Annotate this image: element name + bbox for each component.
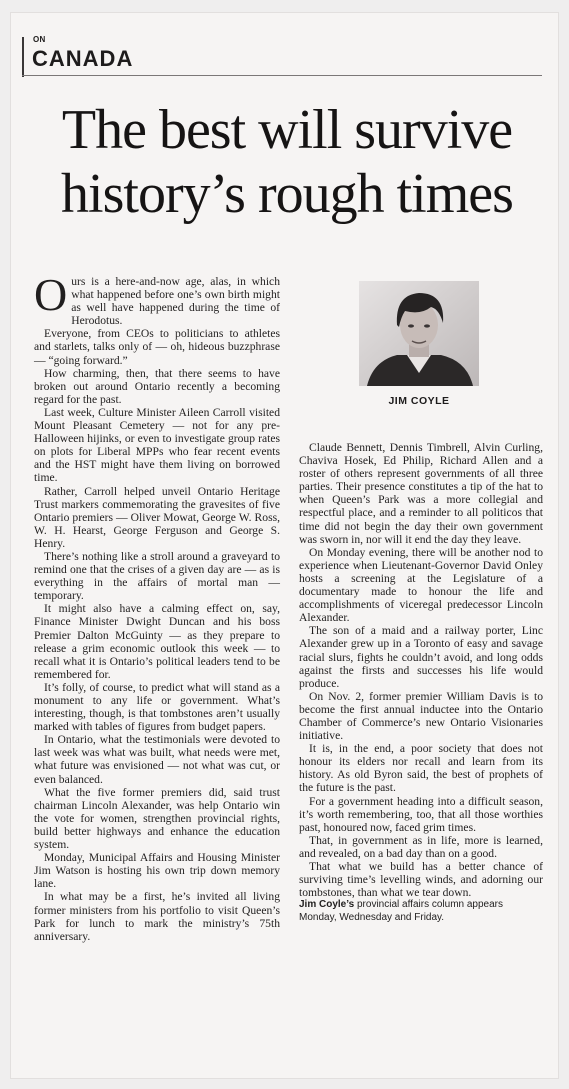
article-paragraph: That, in government as in life, more is learned, and revealed, on a bad day than on a good. <box>299 833 543 860</box>
article-paragraph: How charming, then, that there seems to have broken out around Ontario recently a becoming regard for the past. <box>34 366 280 406</box>
article-paragraph: Ours is a here-and-now age, alas, in which what happened before one’s own birth might as well have happened during the time of Herodotus. <box>34 269 280 328</box>
columnist-portrait-icon <box>359 281 479 386</box>
footnote-author: Jim Coyle’s <box>299 899 355 911</box>
section-rule-horizontal <box>22 75 542 76</box>
article-paragraph: Rather, Carroll helped unveil Ontario Heritage Trust markers commemorating the gravesites of five Ontario premiers — Oliver Mowat, George W. Ross, W. H. Hearst, George Ferguson and George S. Henry. <box>34 484 280 550</box>
columnist-photo <box>359 281 479 386</box>
article-paragraph: In Ontario, what the testimonials were devoted to last week was what was built, what needs were met, what future was envisioned — not what was cut, or even balanced. <box>34 733 280 786</box>
article-paragraph: Monday, Municipal Affairs and Housing Minister Jim Watson is hosting his own trip down memory lane. <box>34 851 280 891</box>
section-rule-vertical <box>22 37 24 77</box>
headline <box>22 98 552 226</box>
article-column-right <box>299 441 543 924</box>
article-paragraph: Claude Bennett, Dennis Timbrell, Alvin Curling, Chaviva Hosek, Ed Philip, Richard Allen and a roster of others represent governments of all three parties. Their presence constitutes a tip of the hat to when Queen’s Park was a more collegial and respectful place, and a reminder to all politicos that time did not begin the day their own government was sworn in, nor will it end the day they leave. <box>299 441 543 546</box>
article-paragraph: It’s folly, of course, to predict what will stand as a monument to any life or government. What’s interesting, though, is that tombstones aren’t usually marked with tables of figures from budget papers. <box>34 680 280 734</box>
article-paragraph: The son of a maid and a railway porter, Linc Alexander grew up in a Toronto of easy and savage racial slurs, fights he couldn’t avoid, and long odds against the firsts and successes his life would produce. <box>299 624 543 690</box>
footnote-text: provincial affairs column appears Monday, Wednesday and Friday. <box>299 899 503 923</box>
article-paragraph: Last week, Culture Minister Aileen Carroll visited Mount Pleasant Cemetery — not for any pre-Halloween hijinks, or even to investigate group rates on plots for Liberal MPPs who fear recent events and the HST might have them living on borrowed time. <box>34 405 280 485</box>
article-paragraph: What the five former premiers did, said trust chairman Lincoln Alexander, was help Ontario win the vote for women, strengthen provincial rights, build better highways and enhance the education system. <box>34 785 280 852</box>
section-kicker: ON <box>33 35 46 44</box>
article-paragraph: On Monday evening, there will be another nod to experience when Lieutenant-Governor David Onley hosts a screening at the Legislature of a documentary made to honour the life and accomplishments of viceregal predecessor Lincoln Alexander. <box>299 545 543 625</box>
section-name: CANADA <box>32 46 134 71</box>
headline-line-1: The best will survive <box>61 99 513 161</box>
column-footnote <box>299 899 543 924</box>
drop-cap: O <box>34 269 68 320</box>
article-paragraph: On Nov. 2, former premier William Davis is to become the first annual inductee into the Ontario Chamber of Commerce’s new Ontario Visionaries initiative. <box>299 689 543 743</box>
article-paragraph: There’s nothing like a stroll around a graveyard to remind one that the crises of a given day are — as is everything in the affairs of mortal man — temporary. <box>34 549 280 603</box>
article-paragraph: For a government heading into a difficult season, it’s worth remembering, too, that all those worthies past, honoured now, faced grim times. <box>299 794 543 834</box>
article-column-left <box>34 269 280 943</box>
article-paragraph: It is, in the end, a poor society that does not honour its elders nor recall and learn from its history. As old Byron said, the best of prophets of the future is the past. <box>299 742 543 795</box>
author-byline: JIM COYLE <box>388 395 450 407</box>
headline-line-2: history’s rough times <box>61 163 513 225</box>
article-paragraph: Everyone, from CEOs to politicians to athletes and starlets, talks only of — oh, hideous buzzphrase — “going forward.” <box>34 327 280 367</box>
article-paragraph: In what may be a first, he’s invited all living former ministers from his portfolio to visit Queen’s Park for lunch to mark the ministry’s 75th anniversary. <box>34 890 280 943</box>
article-paragraph: That what we build has a better chance of surviving time’s levelling winds, and adorning our tombstones, than what we tear down. <box>299 860 543 900</box>
article-paragraph: It might also have a calming effect on, say, Finance Minister Dwight Duncan and his boss Premier Dalton McGuinty — as they prepare to release a grim economic outlook this week — to recall what it is Ontario’s political leaders tend to be remembered for. <box>34 602 280 681</box>
